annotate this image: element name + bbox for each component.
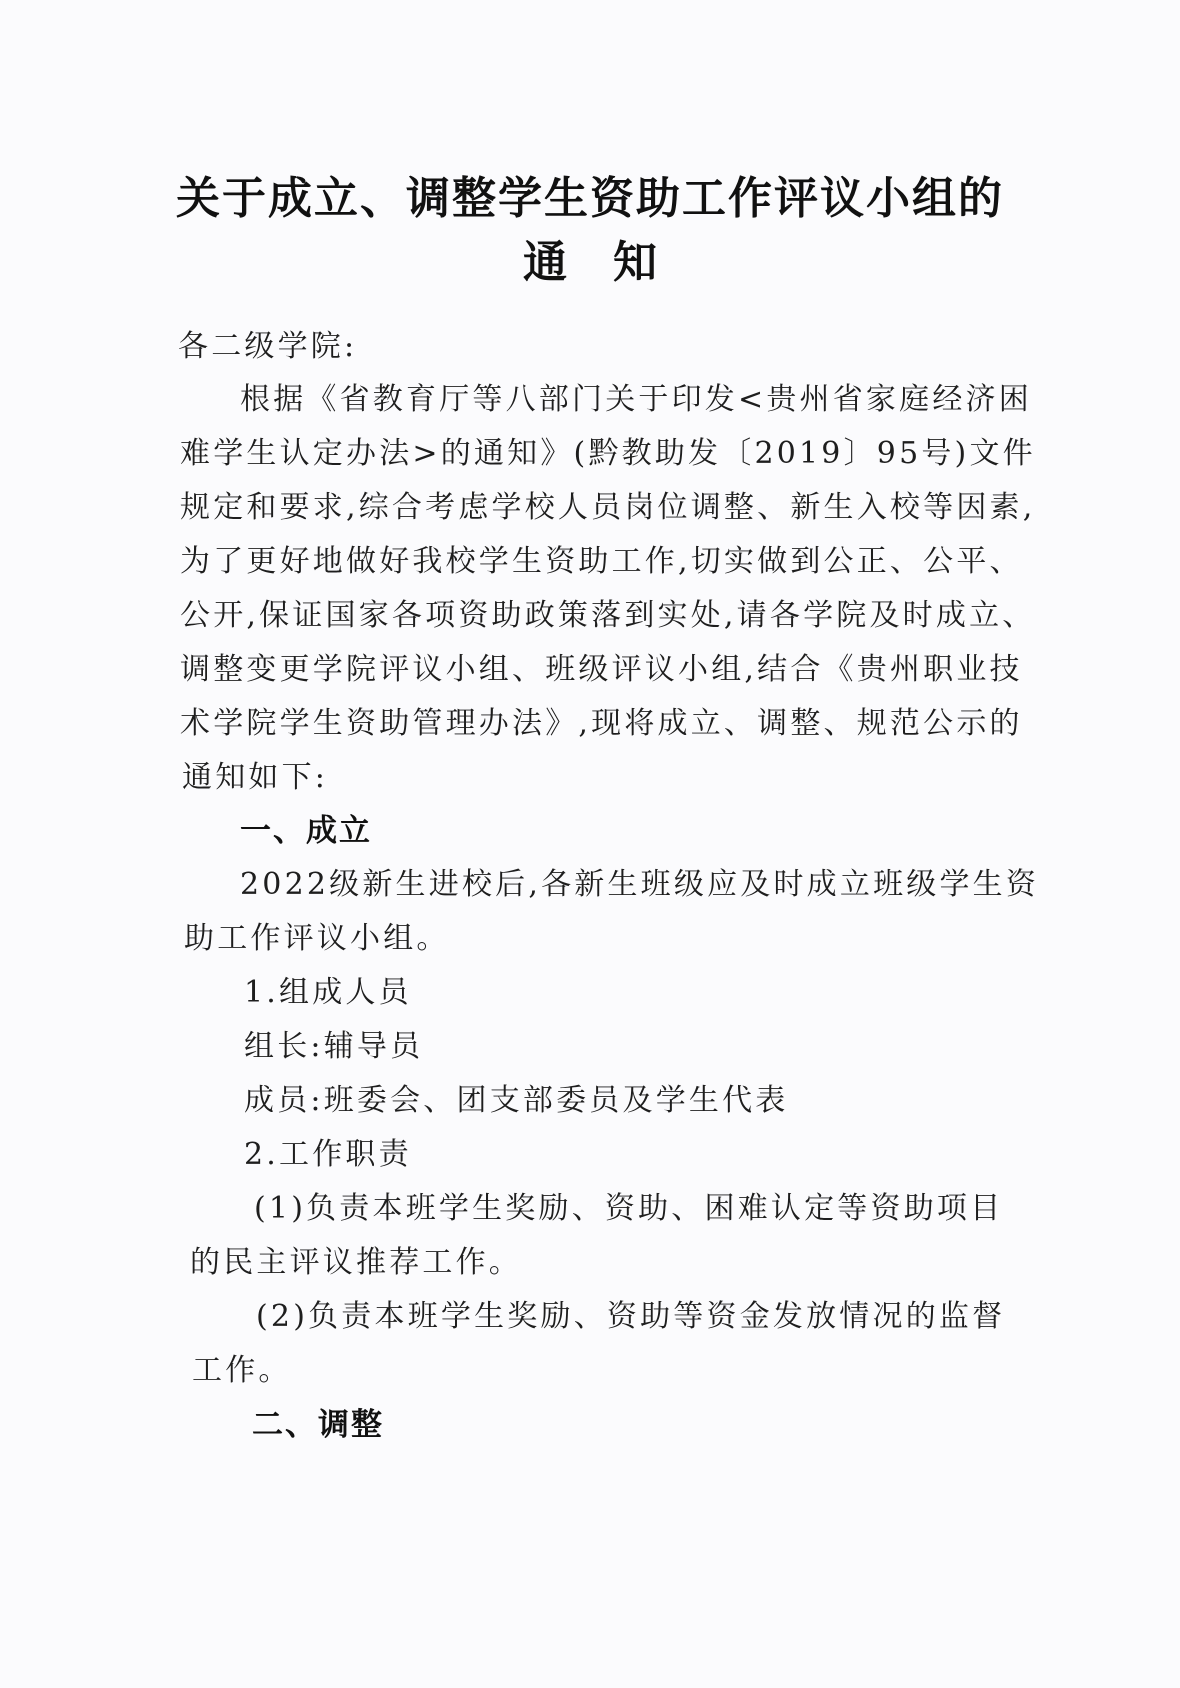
section-1-heading: 一、成立: [240, 813, 372, 849]
members-heading: 1.组成人员: [244, 975, 412, 1010]
duties-heading: 2.工作职责: [244, 1137, 412, 1172]
salutation: 各二级学院:: [178, 329, 358, 364]
section-1-para-line-2: 助工作评议小组。: [184, 921, 450, 956]
section-1-para-line-1: 2022级新生进校后,各新生班级应及时成立班级学生资: [240, 867, 1040, 902]
intro-line-2: 难学生认定办法>的通知》(黔教助发〔2019〕95号)文件: [180, 436, 1036, 471]
intro-line-1: 根据《省教育厅等八部门关于印发<贵州省家庭经济困: [240, 382, 1032, 417]
document-title-line-1: 关于成立、调整学生资助工作评议小组的: [176, 173, 1004, 224]
members-line: 成员:班委会、团支部委员及学生代表: [244, 1083, 789, 1118]
duty-2-line-2: 工作。: [192, 1353, 292, 1388]
leader-line: 组长:辅导员: [244, 1029, 424, 1064]
intro-line-8: 通知如下:: [182, 760, 329, 795]
duty-1-line-2: 的民主评议推荐工作。: [190, 1245, 522, 1280]
document-title-line-2: 通知: [523, 237, 703, 288]
intro-line-3: 规定和要求,综合考虑学校人员岗位调整、新生入校等因素,: [180, 490, 1036, 525]
intro-line-7: 术学院学生资助管理办法》,现将成立、调整、规范公示的: [180, 706, 1023, 741]
intro-line-4: 为了更好地做好我校学生资助工作,切实做到公正、公平、: [180, 544, 1023, 579]
intro-line-5: 公开,保证国家各项资助政策落到实处,请各学院及时成立、: [180, 598, 1036, 633]
intro-line-6: 调整变更学院评议小组、班级评议小组,结合《贵州职业技: [180, 652, 1023, 687]
duty-2-line-1: (2)负责本班学生奖励、资助等资金发放情况的监督: [256, 1299, 1006, 1334]
duty-1-line-1: (1)负责本班学生奖励、资助、困难认定等资助项目: [254, 1191, 1004, 1226]
section-2-heading: 二、调整: [252, 1407, 384, 1443]
